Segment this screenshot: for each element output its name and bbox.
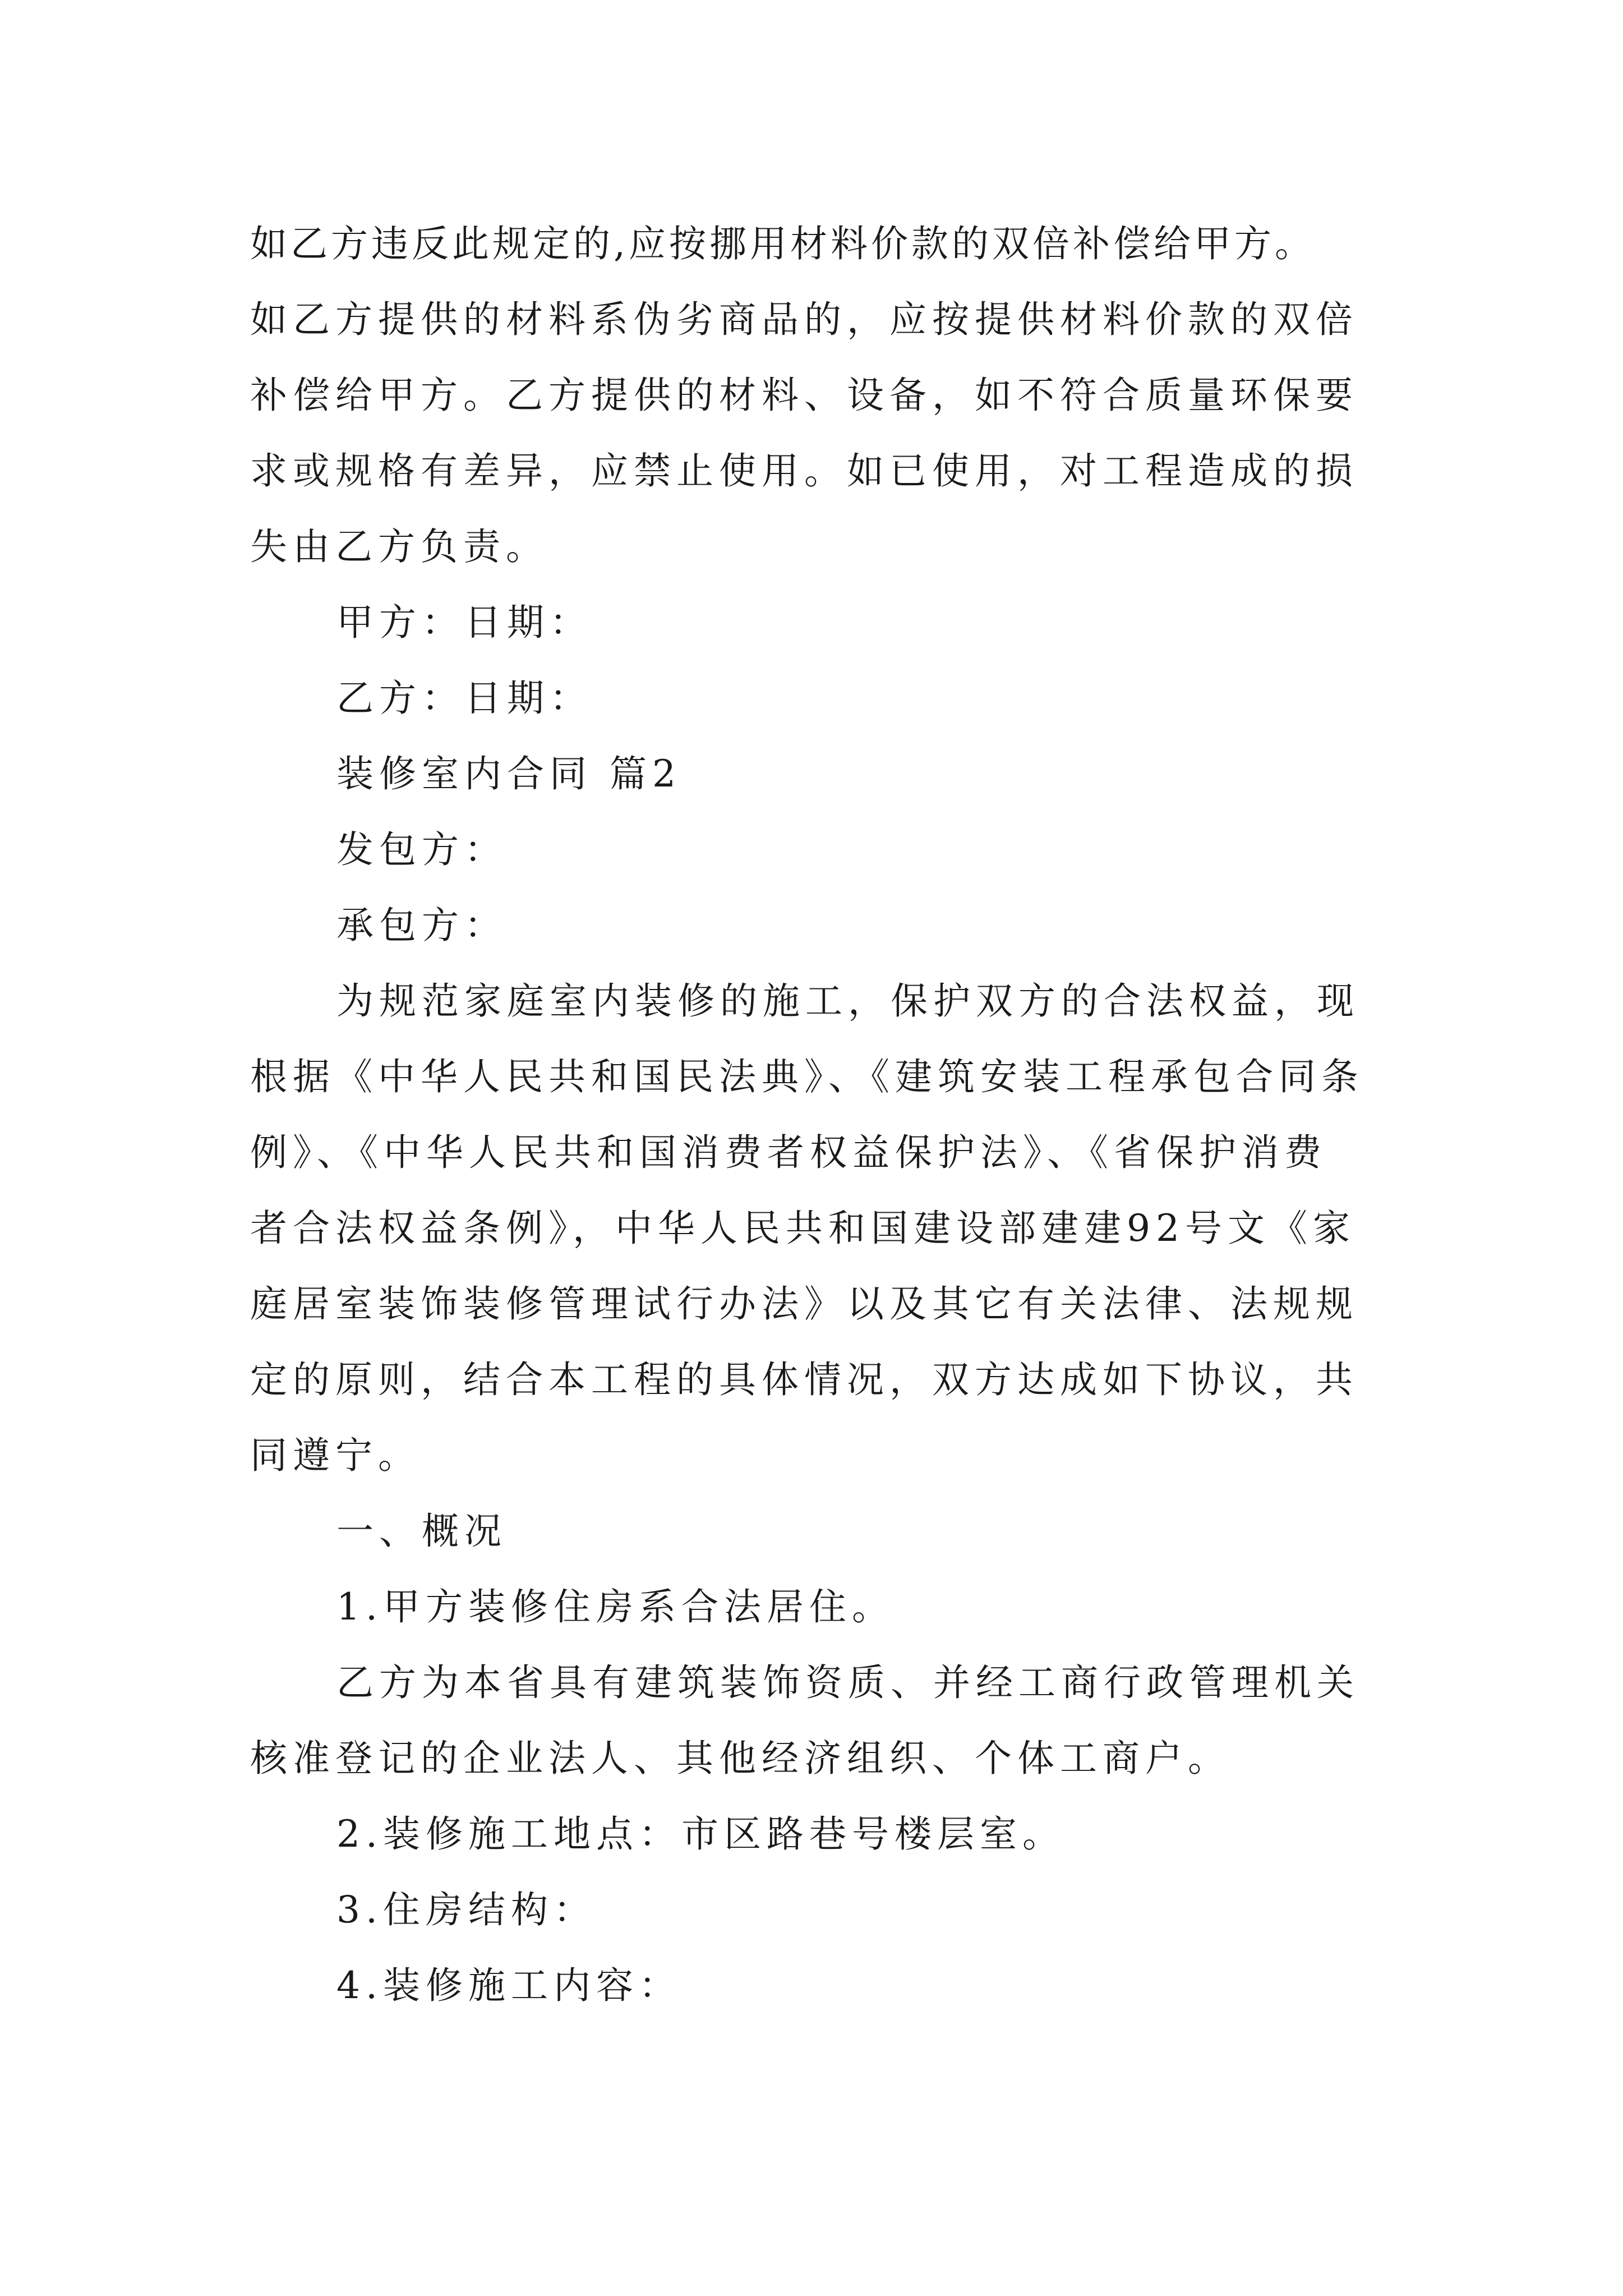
paragraph-line: 根据《中华人民共和国民法典》、《建筑安装工程承包合同条 [250, 1055, 1364, 1098]
paragraph-line: 核准登记的企业法人、其他经济组织、个体工商户。 [250, 1737, 1230, 1780]
paragraph-line: 例》、《中华人民共和国消费者权益保护法》、《省保护消费 [250, 1131, 1327, 1174]
paragraph-line: 为规范家庭室内装修的施工，保护双方的合法权益，现 [336, 979, 1359, 1023]
paragraph-line: 乙方为本省具有建筑装饰资质、并经工商行政管理机关 [336, 1661, 1359, 1704]
list-item: 2.装修施工地点：市区路巷号楼层室。 [336, 1812, 1065, 1856]
employer-label: 发包方： [336, 828, 507, 871]
contractor-label: 承包方： [336, 904, 507, 947]
paragraph-line: 如乙方违反此规定的,应按挪用材料价款的双倍补偿给甲方。 [250, 222, 1315, 265]
paragraph-line: 失由乙方负责。 [250, 525, 548, 568]
paragraph-line: 定的原则，结合本工程的具体情况，双方达成如下协议，共 [250, 1358, 1358, 1401]
party-a-signature-line: 甲方：日期： [336, 601, 592, 644]
paragraph-line: 补偿给甲方。乙方提供的材料、设备，如不符合质量环保要 [250, 374, 1358, 417]
paragraph-line: 庭居室装饰装修管理试行办法》以及其它有关法律、法规规 [250, 1282, 1358, 1326]
paragraph-line: 如乙方提供的材料系伪劣商品的，应按提供材料价款的双倍 [250, 298, 1358, 341]
section-heading: 装修室内合同 篇2 [336, 752, 681, 795]
paragraph-line: 同遵宁。 [250, 1434, 421, 1477]
list-item: 1.甲方装修住房系合法居住。 [336, 1585, 895, 1628]
list-item: 3.住房结构： [336, 1888, 596, 1931]
subsection-heading: 一、概况 [336, 1510, 507, 1553]
paragraph-line: 求或规格有差异，应禁止使用。如已使用，对工程造成的损 [250, 449, 1358, 493]
paragraph-line: 者合法权益条例》，中华人民共和国建设部建建92号文《家 [250, 1207, 1355, 1250]
party-b-signature-line: 乙方：日期： [336, 677, 592, 720]
list-item: 4.装修施工内容： [336, 1964, 681, 2007]
